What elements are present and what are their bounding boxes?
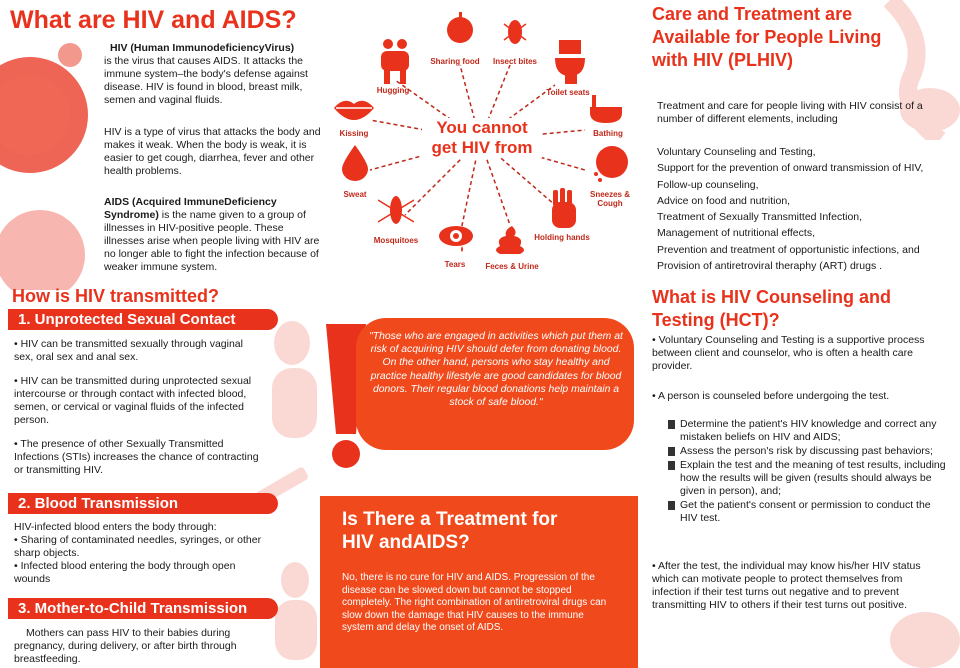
section-2-title: 2. Blood Transmission [8,493,278,514]
care-item: Prevention and treatment of opportunistic infections, and [657,243,920,256]
drop-icon [342,145,368,181]
care-title: Care and Treatment are Available for People Living with HIV (PLHIV) [652,4,882,70]
label-hugging: Hugging [376,86,410,95]
label-sweat: Sweat [343,190,367,199]
care-item: Support for the prevention of onward transmission of HIV, [657,162,924,175]
hiv-def-text: is the virus that causes AIDS. It attacks the immune system–the body's defense against disease. HIV is found in blood, breast milk, semen and vaginal fluids. [104,55,308,106]
aids-definition [104,196,322,274]
label-tears: Tears [444,260,466,269]
feces-icon [496,224,528,254]
hct-bullet-3: • After the test, the individual may know his/her HIV status which can motivate people to protect themselves from infection if their test turns out negative and to prevent transmitting HIV to others if their test turns out positive. [652,560,921,611]
care-list [657,144,957,274]
section-3-body: Mothers can pass HIV to their babies during pregnancy, during delivery, or after birth through breastfeeding. [14,627,237,665]
hct-step: Explain the test and the meaning of test results, including how the results will be given (results should always be given in person), and; [668,459,946,498]
cannot-line-2: get HIV from [431,138,533,157]
section-2-body [14,521,264,586]
blood-donation-quote [356,318,634,450]
cannot-heading [422,118,542,158]
label-holding-hands: Holding hands [534,233,590,242]
virus-illustration [0,40,110,290]
hct-step: Assess the person's risk by discussing past behaviors; [668,445,946,458]
cannot-get-hiv-diagram [330,0,630,285]
eye-icon [438,222,474,252]
sec1-bullet-3: • The presence of other Sexually Transmitted Infections (STIs) increases the chance of contracting or transmitting HIV. [14,438,259,476]
care-item: Advice on food and nutrition, [657,194,791,207]
sec1-bullet-1: • HIV can be transmitted sexually through vaginal sex, oral sex and anal sex. [14,338,243,363]
bathtub-icon [588,95,624,125]
care-item: Provision of antiretroviral theraphy (ART) drugs . [657,260,883,273]
toilet-icon [555,40,585,84]
syringe-silhouette [250,460,320,520]
hct-steps [668,418,946,525]
label-insect-bites: Insect bites [492,57,537,66]
hct-bullet-1: • Voluntary Counseling and Testing is a supportive process between client and counselor, who is often a health care provider. [652,334,925,372]
aids-def-text: is the name given to a group of illnesses in HIV-positive people. These illnesses arise when people living with HIV are no longer able to fight the infection because of weaker immune system. [104,209,320,273]
label-sharing-food: Sharing food [430,57,480,66]
hiv-definition [104,42,322,107]
care-item: Voluntary Counseling and Testing, [657,146,816,158]
hct-step: Determine the patient's HIV knowledge and correct any mistaken beliefs on HIV and AIDS; [668,418,946,444]
mother-silhouette [265,560,325,660]
label-sneezes-cough: Sneezes & Cough [589,190,631,208]
care-item: Management of nutritional effects, [657,227,815,240]
treatment-box [320,496,638,668]
insect-icon [502,14,528,48]
lips-icon [334,98,374,120]
apple-icon [445,12,475,44]
hct-step: Get the patient's consent or permission to conduct the HIV test. [668,499,946,525]
hug-icon [378,38,412,84]
treatment-text: No, there is no cure for HIV and AIDS. Progression of the disease can be slowed down but cannot be stopped completely. The right combination of antiretroviral drugs can slow down the damage that HIV causes to the immune system and delay the onset of AIDS. [342,572,607,634]
sec2-bullet-2: • Infected blood entering the body through open wounds [14,560,236,585]
transmit-title: How is HIV transmitted? [12,286,220,306]
label-feces-urine: Feces & Urine [485,262,539,271]
section-3-title: 3. Mother-to-Child Transmission [8,598,278,619]
aids-term: AIDS (Acquired ImmuneDeficiency Syndrome) [104,196,277,221]
sec2-intro: HIV-infected blood enters the body through: [14,521,217,533]
label-kissing: Kissing [339,129,369,138]
treatment-title: Is There a Treatment for HIV andAIDS? [342,509,558,553]
page-title: What are HIV and AIDS? [10,6,297,34]
sec1-bullet-2: • HIV can be transmitted during unprotected sexual intercourse or through contact with infected blood, semen, or cervical or vaginal fluids of the infected person. [14,375,252,426]
sec2-bullet-1: • Sharing of contaminated needles, syringes, or other sharp objects. [14,534,262,559]
cannot-line-1: You cannot [436,118,528,137]
hiv-para2: HIV is a type of virus that attacks the body and makes it weak. When the body is weak, it is easier to get cough, diarrhea, fever and other health problems. [104,126,321,177]
care-item: Follow-up counseling, [657,178,759,191]
care-item: Treatment of Sexually Transmitted Infection, [657,211,863,224]
hct-bullet-2: • A person is counseled before undergoing the test. [652,390,890,402]
quote-text: "Those who are engaged in activities which put them at risk of acquiring HIV should defer from donating blood. On the other hand, persons who stay healthy and practice healthy lifestyle are good candidates for blood donors. Their regular blood donations help maintain a stock of safe blood." [369,331,623,409]
hiv-term: HIV (Human ImmunodeficiencyVirus) [110,42,295,54]
label-bathing: Bathing [593,129,623,138]
label-mosquitoes: Mosquitoes [373,236,419,245]
label-toilet-seats: Toilet seats [546,88,590,97]
hand-icon [548,188,580,228]
section-1-body [14,338,264,477]
section-1-title: 1. Unprotected Sexual Contact [8,309,278,330]
sneeze-icon [592,144,628,186]
care-intro: Treatment and care for people living with HIV consist of a number of different elements, including [657,100,923,125]
hct-title: What is HIV Counseling and Testing (HCT)? [652,287,892,330]
